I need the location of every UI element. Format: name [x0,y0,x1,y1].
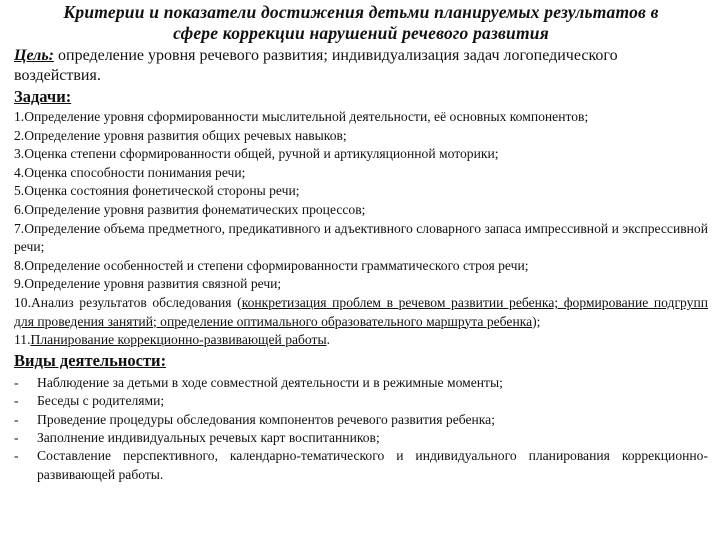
bullet-dash: - [14,411,19,427]
bullet-dash: - [14,393,19,409]
bullet-dash: - [14,448,19,464]
goal-paragraph [14,46,708,86]
tasks-heading: Задачи: [14,87,72,106]
task-item: 9.Определение уровня развития связной речи; [14,276,282,292]
title-line-1: Критерии и показатели достижения детьми планируемых результатов в [63,2,659,22]
task-item: 4.Оценка способности понимания речи; [14,164,246,180]
activity-item [14,447,708,484]
activity-text: Заполнение индивидуальных речевых карт воспитанников; [37,429,380,445]
task-11-prefix: 11. [14,332,31,348]
activity-text: Составление перспективного, календарно-тематического и индивидуального планирования коррекционно-развивающей работы. [37,448,708,482]
task-item-10 [14,294,708,331]
tasks-list [14,108,708,350]
task-item: 8.Определение особенностей и степени сформированности грамматического строя речи; [14,257,529,273]
task-10-suffix: ); [532,313,541,329]
activity-item [14,392,708,410]
activity-item [14,374,708,392]
task-item: 6.Определение уровня развития фонематических процессов; [14,201,366,217]
task-10-prefix: 10.Анализ результатов обследования ( [14,294,242,310]
goal-label: Цель: [14,47,54,64]
task-10-underlined: конкретизация проблем в речевом развитии ребенка; формирование подгрупп для проведения занятий; определение оптимального образовательного маршрута ребенка [14,294,708,329]
activities-heading: Виды деятельности: [14,350,167,370]
task-11-underlined: Планирование коррекционно-развивающей работы [30,332,327,348]
task-11-suffix: . [326,332,331,348]
activity-text: Беседы с родителями; [37,393,165,409]
task-item-11 [14,331,708,350]
goal-text: определение уровня речевого развития; индивидуализация задач логопедического воздействия. [14,47,618,84]
bullet-dash: - [14,374,19,390]
page-title [14,2,708,44]
task-item: 7.Определение объема предметного, предикативного и адъективного словарного запаса импрессивной и экспрессивной речи; [14,220,708,255]
bullet-dash: - [14,429,19,445]
task-item: 1.Определение уровня сформированности мыслительной деятельности, её основных компонентов; [14,109,589,124]
title-line-2: сфере коррекции нарушений речевого развития [173,23,549,43]
task-item: 5.Оценка состояния фонетической стороны речи; [14,183,300,199]
task-item: 2.Определение уровня развития общих речевых навыков; [14,127,347,143]
task-item: 3.Оценка степени сформированности общей, ручной и артикуляционной моторики; [14,146,499,162]
activity-item [14,411,708,429]
activities-list [14,374,708,484]
activity-text: Наблюдение за детьми в ходе совместной деятельности и в режимные моменты; [37,374,503,390]
activity-text: Проведение процедуры обследования компонентов речевого развития ребенка; [37,411,495,427]
activity-item [14,429,708,447]
